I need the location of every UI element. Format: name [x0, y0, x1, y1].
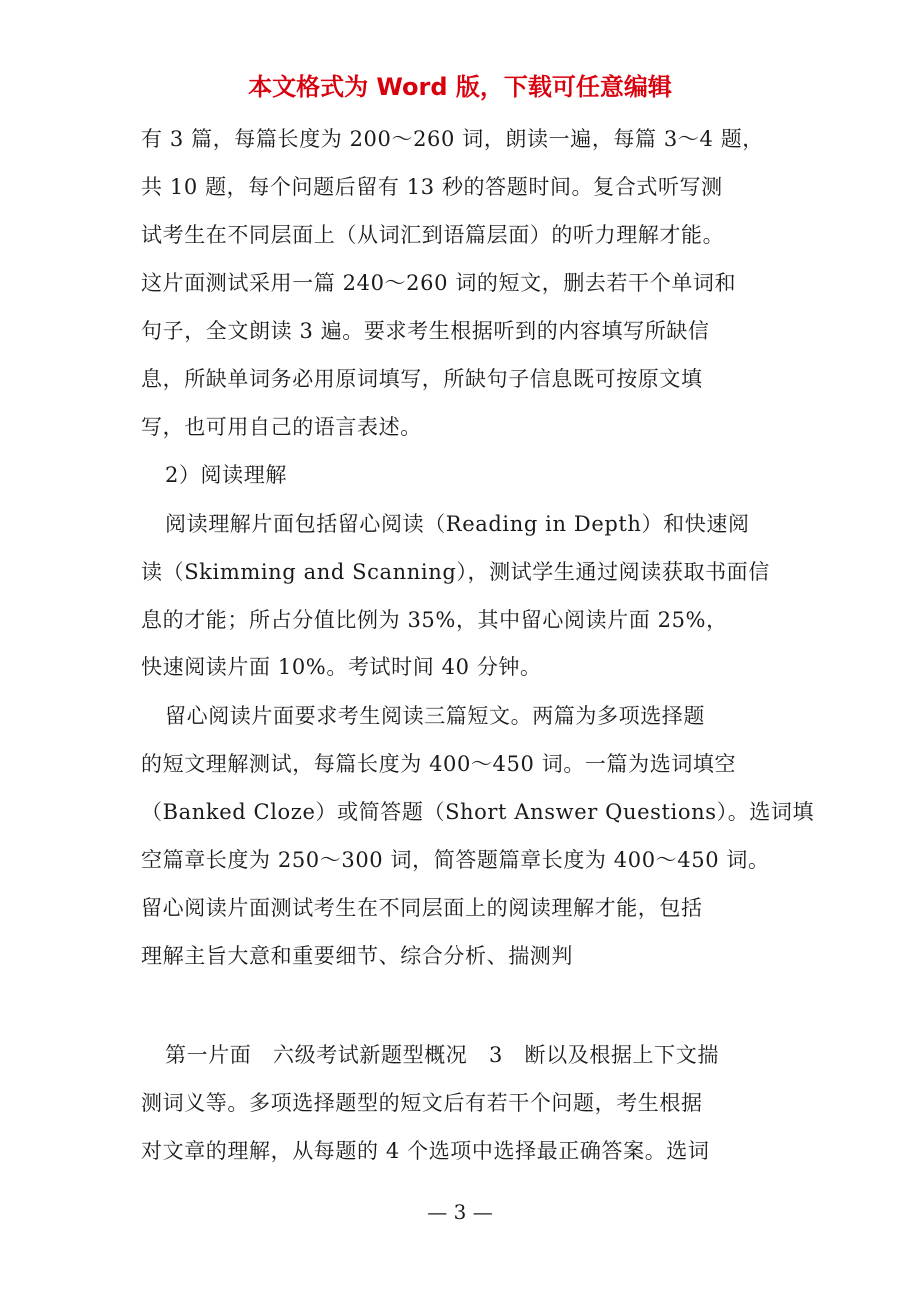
text-line: 息的才能；所占分值比例为 35%，其中留心阅读片面 25%， — [141, 608, 728, 632]
section-heading: 2）阅读理解 — [165, 463, 287, 487]
text-line: 句子，全文朗读 3 遍。要求考生根据听到的内容填写所缺信 — [141, 319, 710, 343]
text-line: 测词义等。多项选择题型的短文后有若干个问题，考生根据 — [141, 1091, 703, 1115]
text-line: 对文章的理解，从每题的 4 个选项中选择最正确答案。选词 — [141, 1139, 710, 1163]
text-line: 理解主旨大意和重要细节、综合分析、揣测判 — [141, 944, 573, 968]
text-line: 试考生在不同层面上（从词汇到语篇层面）的听力理解才能。 — [141, 223, 725, 247]
text-line: 这片面测试采用一篇 240～260 词的短文，删去若干个单词和 — [141, 271, 737, 295]
text-line: 快速阅读片面 10%。考试时间 40 分钟。 — [141, 655, 542, 679]
text-line: 读（Skimming and Scanning），测试学生通过阅读获取书面信 — [141, 560, 770, 584]
page-number: — 3 — — [427, 1200, 493, 1224]
text-line: 留心阅读片面要求考生阅读三篇短文。两篇为多项选择题 — [165, 704, 705, 728]
watermark-banner: 本文格式为 Word 版，下载可任意编辑 — [248, 73, 672, 101]
text-line: 写，也可用自己的语言表述。 — [141, 415, 422, 439]
text-line: （Banked Cloze）或简答题（Short Answer Questions）。选词填 — [141, 800, 815, 824]
text-line: 的短文理解测试，每篇长度为 400～450 词。一篇为选词填空 — [141, 752, 737, 776]
text-line: 阅读理解片面包括留心阅读（Reading in Depth）和快速阅 — [165, 512, 750, 536]
text-line: 有 3 篇，每篇长度为 200～260 词，朗读一遍，每篇 3～4 题， — [141, 127, 764, 151]
text-line: 第一片面 六级考试新题型概况 3 断以及根据上下文揣 — [165, 1043, 719, 1067]
text-line: 留心阅读片面测试考生在不同层面上的阅读理解才能，包括 — [141, 896, 703, 920]
text-line: 息，所缺单词务必用原词填写，所缺句子信息既可按原文填 — [141, 367, 703, 391]
text-line: 共 10 题，每个问题后留有 13 秒的答题时间。复合式听写测 — [141, 175, 723, 199]
text-line: 空篇章长度为 250～300 词，简答题篇章长度为 400～450 词。 — [141, 848, 770, 872]
